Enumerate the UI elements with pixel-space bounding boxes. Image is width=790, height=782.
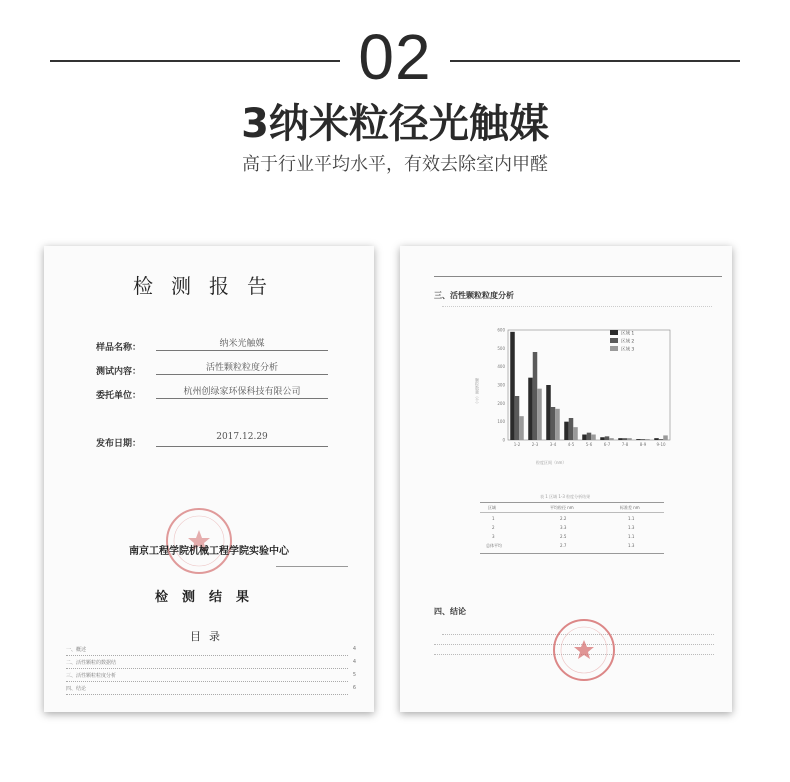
test-report-page xyxy=(400,246,732,712)
field-value-content: 活性颗粒粒度分析 xyxy=(205,363,278,373)
result-title: 检测结果 xyxy=(154,590,263,605)
official-seal-icon xyxy=(162,504,236,578)
table-cell: 1.1 xyxy=(628,516,635,521)
toc-title: 目录 xyxy=(190,630,228,643)
table-cell: 2.7 xyxy=(560,543,567,548)
chart-bar xyxy=(510,332,515,440)
table-cell: 2 xyxy=(492,525,495,530)
chart-bar xyxy=(537,389,542,440)
table-header-cell: 平均粒径 nm xyxy=(550,505,574,510)
table-cell: 总体平均 xyxy=(486,543,502,548)
chart-bar xyxy=(564,422,569,440)
chart-bar xyxy=(636,439,641,440)
toc-item: 三、活性颗粒粒度分析 5 xyxy=(66,672,348,682)
legend-label: 区域 2 xyxy=(621,339,635,345)
table-title: 表 1 区域 1-3 粒度分析结果 xyxy=(540,494,591,499)
field-line-date xyxy=(156,434,328,447)
chart-bar xyxy=(654,438,659,440)
chart-bar xyxy=(618,438,623,440)
table-cell: 2.5 xyxy=(560,534,567,539)
y-tick-label: 500 xyxy=(497,345,505,351)
table-cell: 1.3 xyxy=(628,525,635,530)
section-heading-conclusion: 四、结论 xyxy=(434,606,466,616)
chart-x-axis-label: 粒度区间（nm） xyxy=(536,460,567,465)
x-tick-label: 1-2 xyxy=(513,442,521,447)
y-tick-label: 300 xyxy=(497,382,505,388)
legend-swatch xyxy=(610,346,618,351)
chart-bar xyxy=(609,438,614,440)
field-value-date: 2017.12.29 xyxy=(216,432,268,442)
test-report-cover xyxy=(44,246,374,712)
chart-bar xyxy=(551,407,556,440)
y-tick-label: 200 xyxy=(497,400,505,406)
x-tick-label: 6-7 xyxy=(603,442,611,447)
institution-name: 南京工程学院机械工程学院实验中心 xyxy=(129,546,289,557)
chart-bar xyxy=(659,439,664,440)
chart-bar xyxy=(591,435,596,441)
field-label-sample: 样品名称： xyxy=(96,343,142,353)
results-table xyxy=(480,502,664,554)
official-seal-icon xyxy=(550,616,618,684)
chart-bar xyxy=(645,439,650,440)
body-text-line xyxy=(442,306,712,307)
field-value-client: 杭州创绿家环保科技有限公司 xyxy=(183,387,301,397)
field-label-date: 发布日期： xyxy=(96,439,142,449)
table-cell: 2.2 xyxy=(560,516,567,521)
chart-bar xyxy=(582,435,587,441)
chart-bar xyxy=(546,385,551,440)
field-value-sample: 纳米光触媒 xyxy=(219,339,265,349)
toc-item: 一、概述 4 xyxy=(66,646,348,656)
chart-bar xyxy=(519,416,524,440)
chart-bar xyxy=(555,409,560,440)
section-number: 02 xyxy=(358,21,432,93)
chart-bar xyxy=(533,352,538,440)
field-line-sample xyxy=(156,338,328,351)
x-tick-label: 7-8 xyxy=(621,442,629,447)
legend-label: 区域 3 xyxy=(621,347,635,353)
chart-bar xyxy=(573,427,578,440)
chart-bar xyxy=(528,378,533,440)
signature-line xyxy=(276,566,348,567)
y-tick-label: 100 xyxy=(497,419,505,425)
page-running-header xyxy=(434,266,722,277)
field-label-content: 测试内容： xyxy=(96,367,142,377)
table-cell: 3 xyxy=(492,534,495,539)
header-line-left xyxy=(50,60,340,62)
y-tick-label: 0 xyxy=(502,437,505,443)
chart-bar xyxy=(569,418,574,440)
table-header-divider xyxy=(480,512,664,513)
chart-bar xyxy=(641,439,646,440)
x-tick-label: 4-5 xyxy=(567,442,575,447)
page-subtitle: 高于行业平均水平，有效去除室内甲醛 xyxy=(242,154,548,175)
table-cell: 3.3 xyxy=(560,525,567,530)
x-tick-label: 2-3 xyxy=(531,442,539,447)
section-heading-analysis: 三、活性颗粒粒度分析 xyxy=(434,290,514,300)
toc-item: 二、活性颗粒的数据结 4 xyxy=(66,659,348,669)
chart-bar xyxy=(600,437,605,440)
field-line-client xyxy=(156,386,328,399)
y-tick-label: 400 xyxy=(497,364,505,370)
legend-swatch xyxy=(610,338,618,343)
field-line-content xyxy=(156,362,328,375)
chart-bar xyxy=(663,435,668,440)
chart-bar xyxy=(587,433,592,440)
chart-bar xyxy=(623,438,628,440)
table-header-cell: 区域 xyxy=(488,505,496,510)
page-title: 3纳米粒径光触媒 xyxy=(241,101,549,147)
x-tick-label: 8-9 xyxy=(639,442,647,447)
x-tick-label: 3-4 xyxy=(549,442,557,447)
chart-bar xyxy=(605,436,610,440)
chart-bar xyxy=(515,396,520,440)
field-label-client: 委托单位： xyxy=(96,391,142,401)
table-cell: 1 xyxy=(492,516,495,521)
header-line-right xyxy=(450,60,740,62)
table-header-cell: 标准差 nm xyxy=(620,505,640,510)
chart-bar xyxy=(627,438,632,440)
y-tick-label: 600 xyxy=(497,327,505,333)
x-tick-label: 5-6 xyxy=(585,442,593,447)
particle-size-chart xyxy=(486,318,676,458)
table-cell: 1.1 xyxy=(628,534,635,539)
x-tick-label: 9-10 xyxy=(656,442,666,447)
chart-y-axis-label: 颗粒数量（个） xyxy=(475,378,480,406)
toc-item: 四、结论 6 xyxy=(66,685,348,695)
report-title: 检测报告 xyxy=(133,274,285,298)
legend-label: 区域 1 xyxy=(621,331,635,337)
legend-swatch xyxy=(610,330,618,335)
table-cell: 1.3 xyxy=(628,543,635,548)
